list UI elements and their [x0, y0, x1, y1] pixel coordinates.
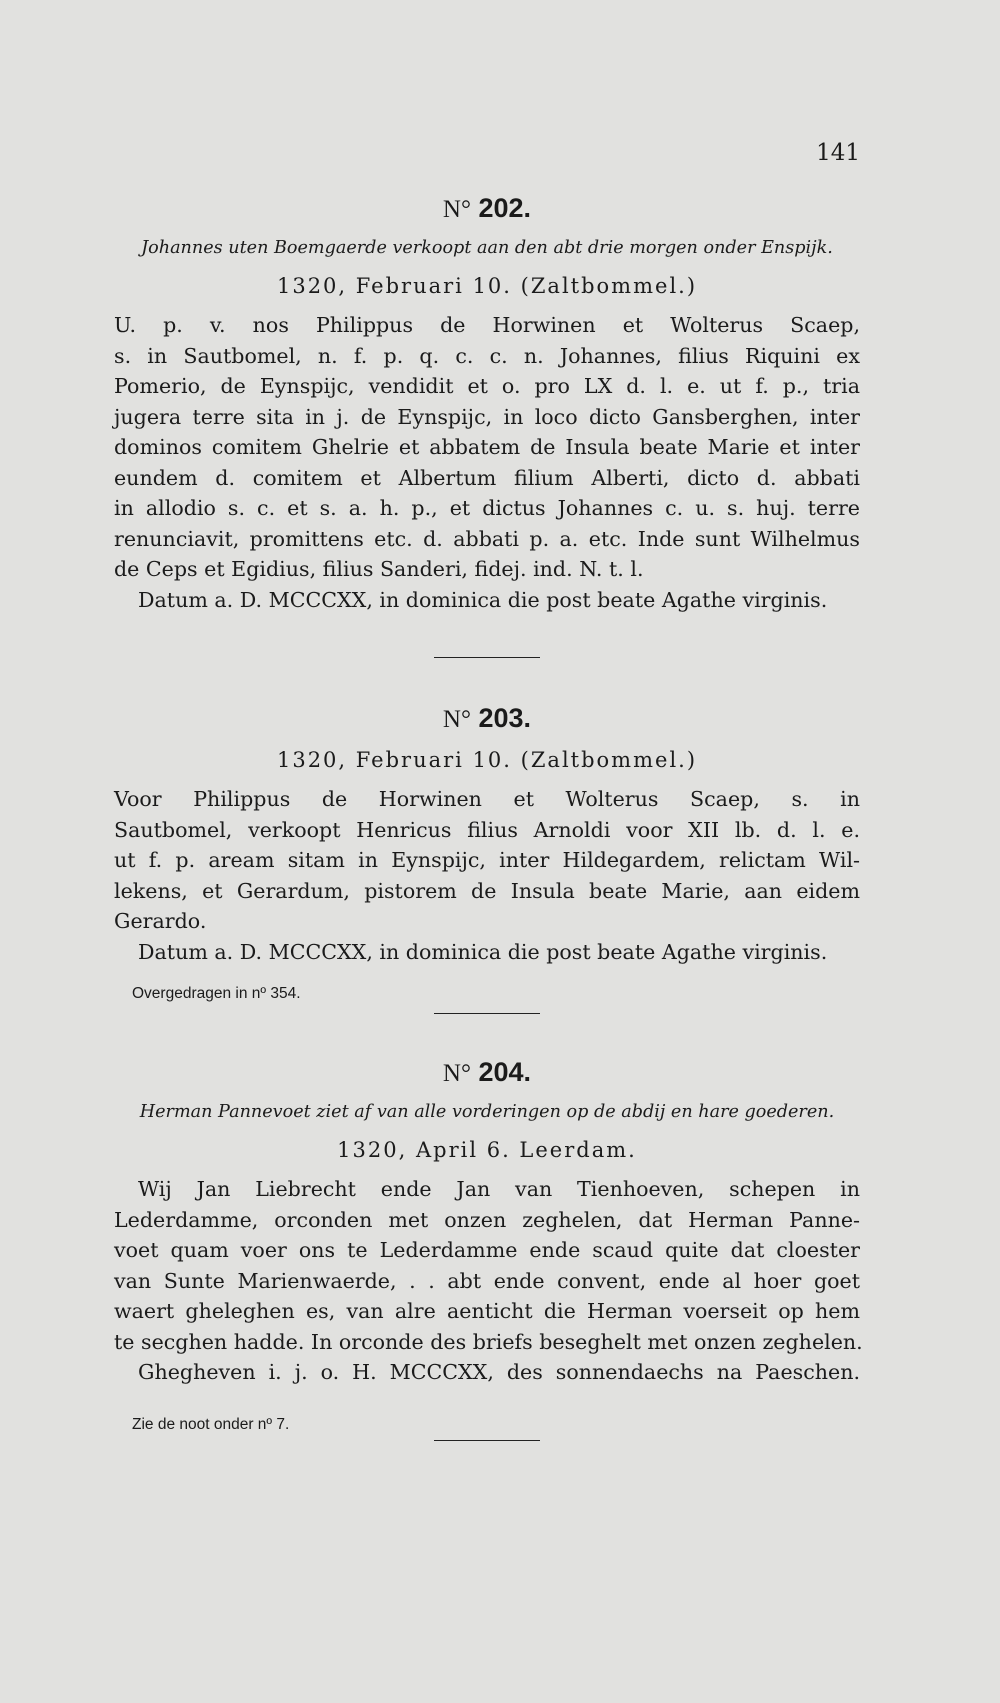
charter-summary: Herman Pannevoet ziet af van alle vorderingen op de abdij en hare goederen. [139, 1102, 835, 1122]
text-line: Pomerio, de Eynspijc, vendidit et o. pro LX d. l. e. ut f. p., tria [114, 374, 860, 398]
charter-summary: Johannes uten Boemgaerde verkoopt aan den abt drie morgen onder Enspijk. [141, 238, 833, 258]
charter-number: 202. [478, 193, 532, 223]
page-number: 141 [816, 140, 860, 166]
charter-number: 204. [478, 1057, 532, 1087]
reference-note: Zie de noot onder nº 7. [132, 1416, 290, 1433]
charter-dateline: 1320, Februari 10. (Zaltbommel.) [276, 748, 698, 772]
charter-number: 203. [478, 703, 532, 733]
text-line: Datum a. D. MCCCXX, in dominica die post beate Agathe virginis. [138, 939, 828, 964]
text-line: ut f. p. aream sitam in Eynspijc, inter Hildegardem, relictam Wil- [114, 848, 860, 872]
text-line: lekens, et Gerardum, pistorem de Insula beate Marie, aan eidem [114, 878, 860, 903]
charter-dateline: 1320, April 6. Leerdam. [337, 1138, 637, 1162]
section-divider [434, 657, 540, 658]
charter-dateline: 1320, Februari 10. (Zaltbommel.) [276, 274, 698, 298]
text-line: Sautbomel, verkoopt Henricus filius Arnoldi voor XII lb. d. l. e. [114, 817, 860, 842]
text-line: dominos comitem Ghelrie et abbatem de Insula beate Marie et inter [114, 435, 860, 459]
charter-number-heading [114, 193, 860, 224]
text-line: in allodio s. c. et s. a. h. p., et dictus Johannes c. u. s. huj. terre [114, 496, 860, 520]
text-line: van Sunte Marienwaerde, . . abt ende convent, ende al hoer goet [114, 1268, 860, 1293]
text-line: de Ceps et Egidius, filius Sanderi, fidej. ind. N. t. l. [114, 557, 644, 581]
text-line: Gerardo. [114, 909, 207, 933]
number-prefix: N° [442, 196, 471, 223]
text-line: te secghen hadde. In orconde des briefs beseghelt met onzen zeghelen. [114, 1329, 863, 1354]
text-line: waert gheleghen es, van alre aenticht die Herman voerseit op hem [114, 1299, 860, 1323]
text-line: renunciavit, promittens etc. d. abbati p. a. etc. Inde sunt Wilhelmus [114, 526, 860, 551]
charter-202 [114, 193, 860, 615]
charter-203 [114, 703, 860, 967]
text-line: jugera terre sita in j. de Eynspijc, in loco dicto Gansberghen, inter [114, 404, 860, 429]
section-divider [434, 1440, 540, 1441]
charter-number-heading [114, 703, 860, 734]
text-line: U. p. v. nos Philippus de Horwinen et Wolterus Scaep, [114, 313, 860, 337]
number-prefix: N° [442, 706, 471, 733]
charter-204 [114, 1057, 863, 1388]
charter-number-heading [114, 1057, 860, 1088]
section-divider [434, 1013, 540, 1014]
text-line: Datum a. D. MCCCXX, in dominica die post beate Agathe virginis. [138, 587, 828, 612]
text-line: Voor Philippus de Horwinen et Wolterus Scaep, s. in [114, 787, 860, 811]
text-line: Lederdamme, orconden met onzen zeghelen, dat Herman Panne- [114, 1207, 860, 1232]
text-line: Ghegheven i. j. o. H. MCCCXX, des sonnendaechs na Paeschen. [138, 1360, 860, 1384]
text-line: Wij Jan Liebrecht ende Jan van Tienhoeven, schepen in [138, 1177, 860, 1201]
number-prefix: N° [442, 1060, 471, 1087]
text-line: eundem d. comitem et Albertum filium Alberti, dicto d. abbati [114, 465, 860, 490]
text-line: s. in Sautbomel, n. f. p. q. c. c. n. Johannes, filius Riquini ex [114, 343, 860, 368]
text-line: voet quam voer ons te Lederdamme ende scaud quite dat cloester [114, 1238, 860, 1262]
transfer-note: Overgedragen in nº 354. [132, 985, 301, 1002]
